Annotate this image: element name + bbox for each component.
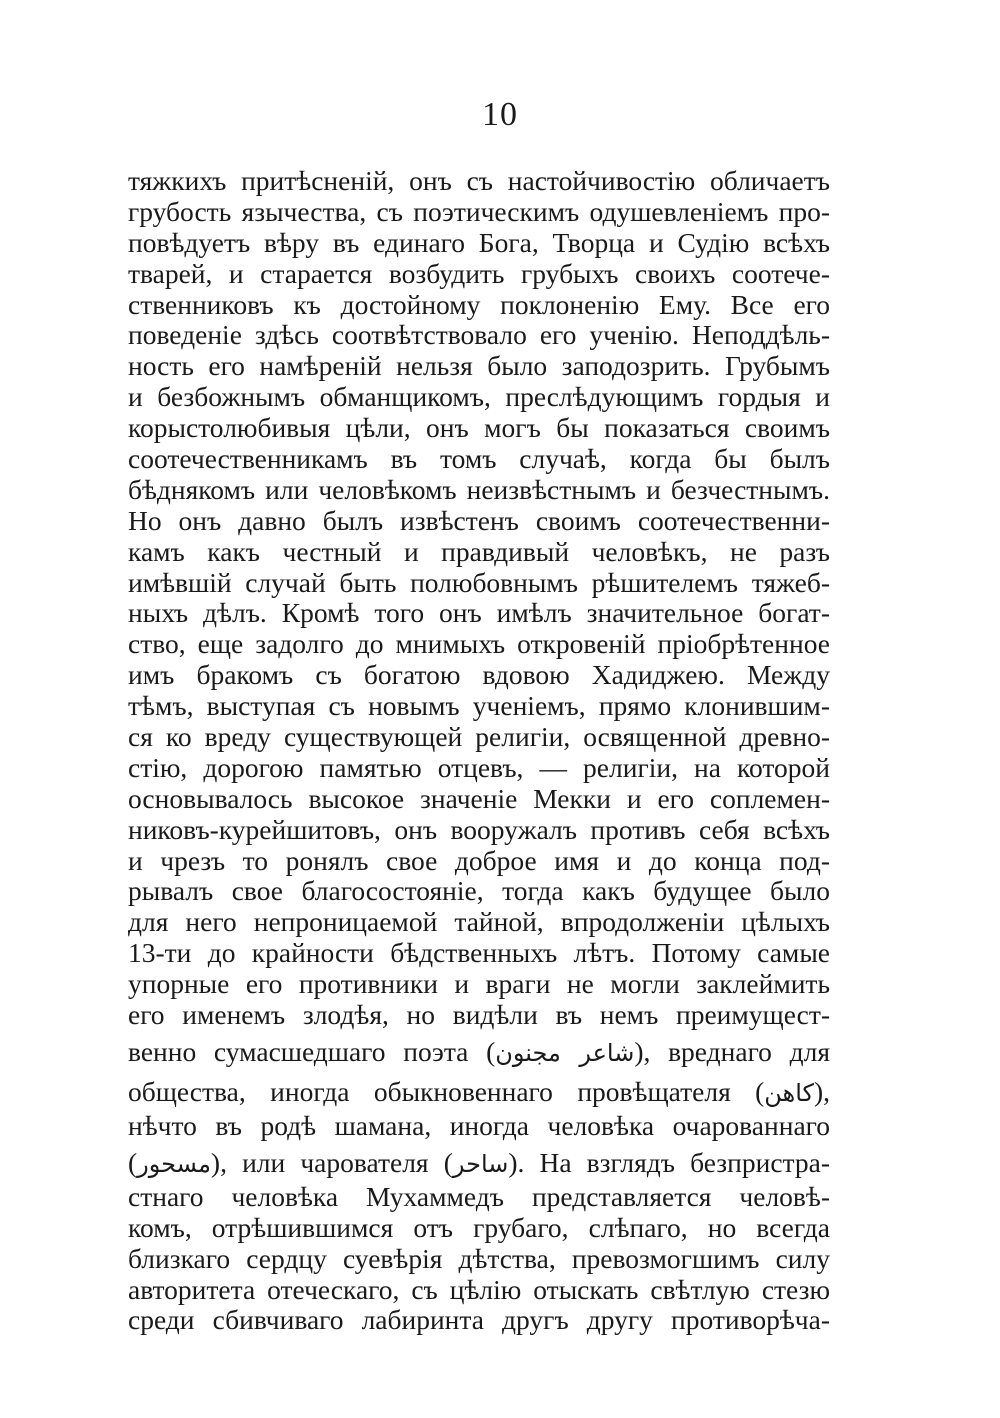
text-line: нѣчто въ родѣ шамана, иногда человѣка очарованнаго	[128, 1110, 830, 1141]
text-line: тварей, и старается возбудить грубыхъ своихъ соотече-	[128, 258, 830, 289]
text-line: комъ, отрѣшившимся отъ грубаго, слѣпаго, но всегда	[128, 1212, 830, 1243]
text-line: ственниковъ къ достойному поклоненію Ему. Все его	[128, 289, 830, 320]
arabic-term: مسحور	[137, 1149, 211, 1178]
text-line: стнаго человѣка Мухаммедъ представляется человѣ-	[128, 1181, 830, 1212]
text-line: камъ какъ честный и правдивый человѣкъ, не разъ	[128, 536, 830, 567]
text-fragment: ),	[813, 1075, 830, 1107]
text-line: соотечественникамъ въ томъ случаѣ, когда бы былъ	[128, 444, 830, 475]
text-fragment: венно сумасшедшаго поэта (	[128, 1035, 496, 1067]
text-line: близкаго сердцу суевѣрія дѣтства, превозмогшимъ силу	[128, 1243, 830, 1274]
text-line: никовъ-курейшитовъ, онъ вооружалъ противъ себя всѣхъ	[128, 814, 830, 845]
text-line: поведеніе здѣсь соотвѣтствовало его ученію. Неподдѣль-	[128, 320, 830, 351]
text-fragment: ). На взглядъ безпристра-	[508, 1146, 830, 1178]
body-text	[128, 166, 830, 1336]
text-line-with-arabic	[128, 1142, 830, 1182]
text-line: ство, еще задолго до мнимыхъ откровеній пріобрѣтенное	[128, 629, 830, 660]
arabic-term: شاعر مجنون	[495, 1038, 635, 1067]
text-line: тѣмъ, выступая съ новымъ ученіемъ, прямо клонившим-	[128, 691, 830, 722]
text-line: Но онъ давно былъ извѣстенъ своимъ соотечественни-	[128, 505, 830, 536]
text-line: имъ бракомъ съ богатою вдовою Хадиджею. Между	[128, 660, 830, 691]
text-line: основывалось высокое значеніе Мекки и его соплемен-	[128, 783, 830, 814]
text-line: ность его намѣреній нельзя было заподозрить. Грубымъ	[128, 351, 830, 382]
text-line: бѣднякомъ или человѣкомъ неизвѣстнымъ и безчестнымъ.	[128, 474, 830, 505]
text-line: для него непроницаемой тайной, впродолженіи цѣлыхъ	[128, 907, 830, 938]
text-line: и чрезъ то ронялъ свое доброе имя и до конца под-	[128, 845, 830, 876]
text-line: среди сбивчиваго лабиринта другъ другу противорѣча-	[128, 1305, 830, 1336]
text-line: авторитета отеческаго, съ цѣлію отыскать свѣтлую стезю	[128, 1274, 830, 1305]
text-fragment: (	[128, 1146, 138, 1178]
text-fragment: общества, иногда обыкновеннаго провѣщателя (	[128, 1075, 765, 1107]
text-line-with-arabic	[128, 1071, 830, 1111]
text-line: упорные его противники и враги не могли заклеймить	[128, 969, 830, 1000]
arabic-term: ساحر	[452, 1149, 509, 1178]
text-line: тяжкихъ притѣсненій, онъ съ настойчивостію обличаетъ	[128, 166, 830, 196]
text-line: рывалъ свое благосостояніе, тогда какъ будущее было	[128, 876, 830, 907]
text-line-with-arabic	[128, 1031, 830, 1071]
text-line: его именемъ злодѣя, но видѣли въ немъ преимущест-	[128, 1000, 830, 1031]
text-line: ныхъ дѣлъ. Кромѣ того онъ имѣлъ значительное богат-	[128, 598, 830, 629]
text-line: грубость язычества, съ поэтическимъ одушевленіемъ про-	[128, 196, 830, 227]
text-line: ся ко вреду существующей религіи, освященной древно-	[128, 722, 830, 753]
text-line: и безбожнымъ обманщикомъ, преслѣдующимъ гордыя и	[128, 382, 830, 413]
arabic-term: كاهن	[764, 1078, 814, 1107]
text-fragment: ), вреднаго для	[634, 1035, 830, 1067]
text-line: повѣдуетъ вѣру въ единаго Бога, Творца и Судію всѣхъ	[128, 227, 830, 258]
text-line: корыстолюбивыя цѣли, онъ могъ бы показаться своимъ	[128, 413, 830, 444]
text-line: 13-ти до крайности бѣдственныхъ лѣтъ. Потому самые	[128, 938, 830, 969]
page-number: 10	[482, 96, 518, 133]
text-fragment: ), или чарователя (	[210, 1146, 453, 1178]
text-line: стію, дорогою памятью отцевъ, — религіи, на которой	[128, 752, 830, 783]
text-line: имѣвшій случай быть полюбовнымъ рѣшителемъ тяжеб-	[128, 567, 830, 598]
